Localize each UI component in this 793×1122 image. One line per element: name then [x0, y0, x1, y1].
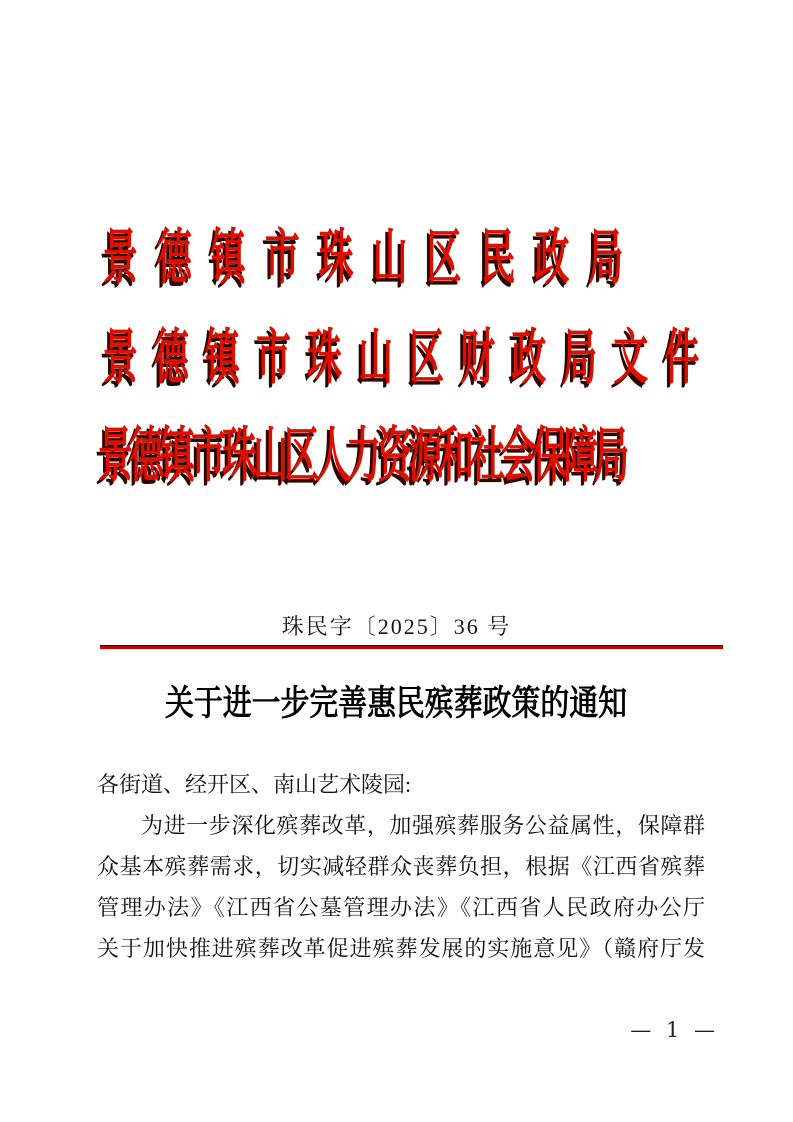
document-number: 珠民字〔2025〕36 号: [281, 614, 512, 639]
paragraph-line: 关于加快推进殡葬改革促进殡葬发展的实施意见》（赣府厅发: [97, 936, 705, 961]
letterhead-line-hr-social-security-bureau: 景德镇市珠山区人力资源和社会保障局: [98, 421, 626, 491]
letterhead-line-civil-affairs-bureau: 景德镇市珠山区民政局: [103, 223, 643, 293]
letterhead-line-finance-bureau: 景德镇市珠山区财政局文件: [103, 323, 716, 393]
page-number: — 1 —: [630, 1018, 719, 1042]
document-title-text: 关于进一步完善惠民殡葬政策的通知: [165, 684, 628, 723]
paragraph-line: 众基本殡葬需求，切实减轻群众丧葬负担，根据《江西省殡葬: [97, 854, 705, 879]
document-body: [97, 764, 705, 969]
salutation-line: 各街道、经开区、南山艺术陵园:: [97, 772, 412, 797]
paragraph-line: 为进一步深化殡葬改革，加强殡葬服务公益属性，保障群: [141, 813, 705, 838]
document-title: [0, 682, 793, 726]
red-divider-rule: [100, 645, 723, 649]
paragraph-line: 管理办法》《江西省公墓管理办法》《江西省人民政府办公厅: [97, 895, 705, 920]
